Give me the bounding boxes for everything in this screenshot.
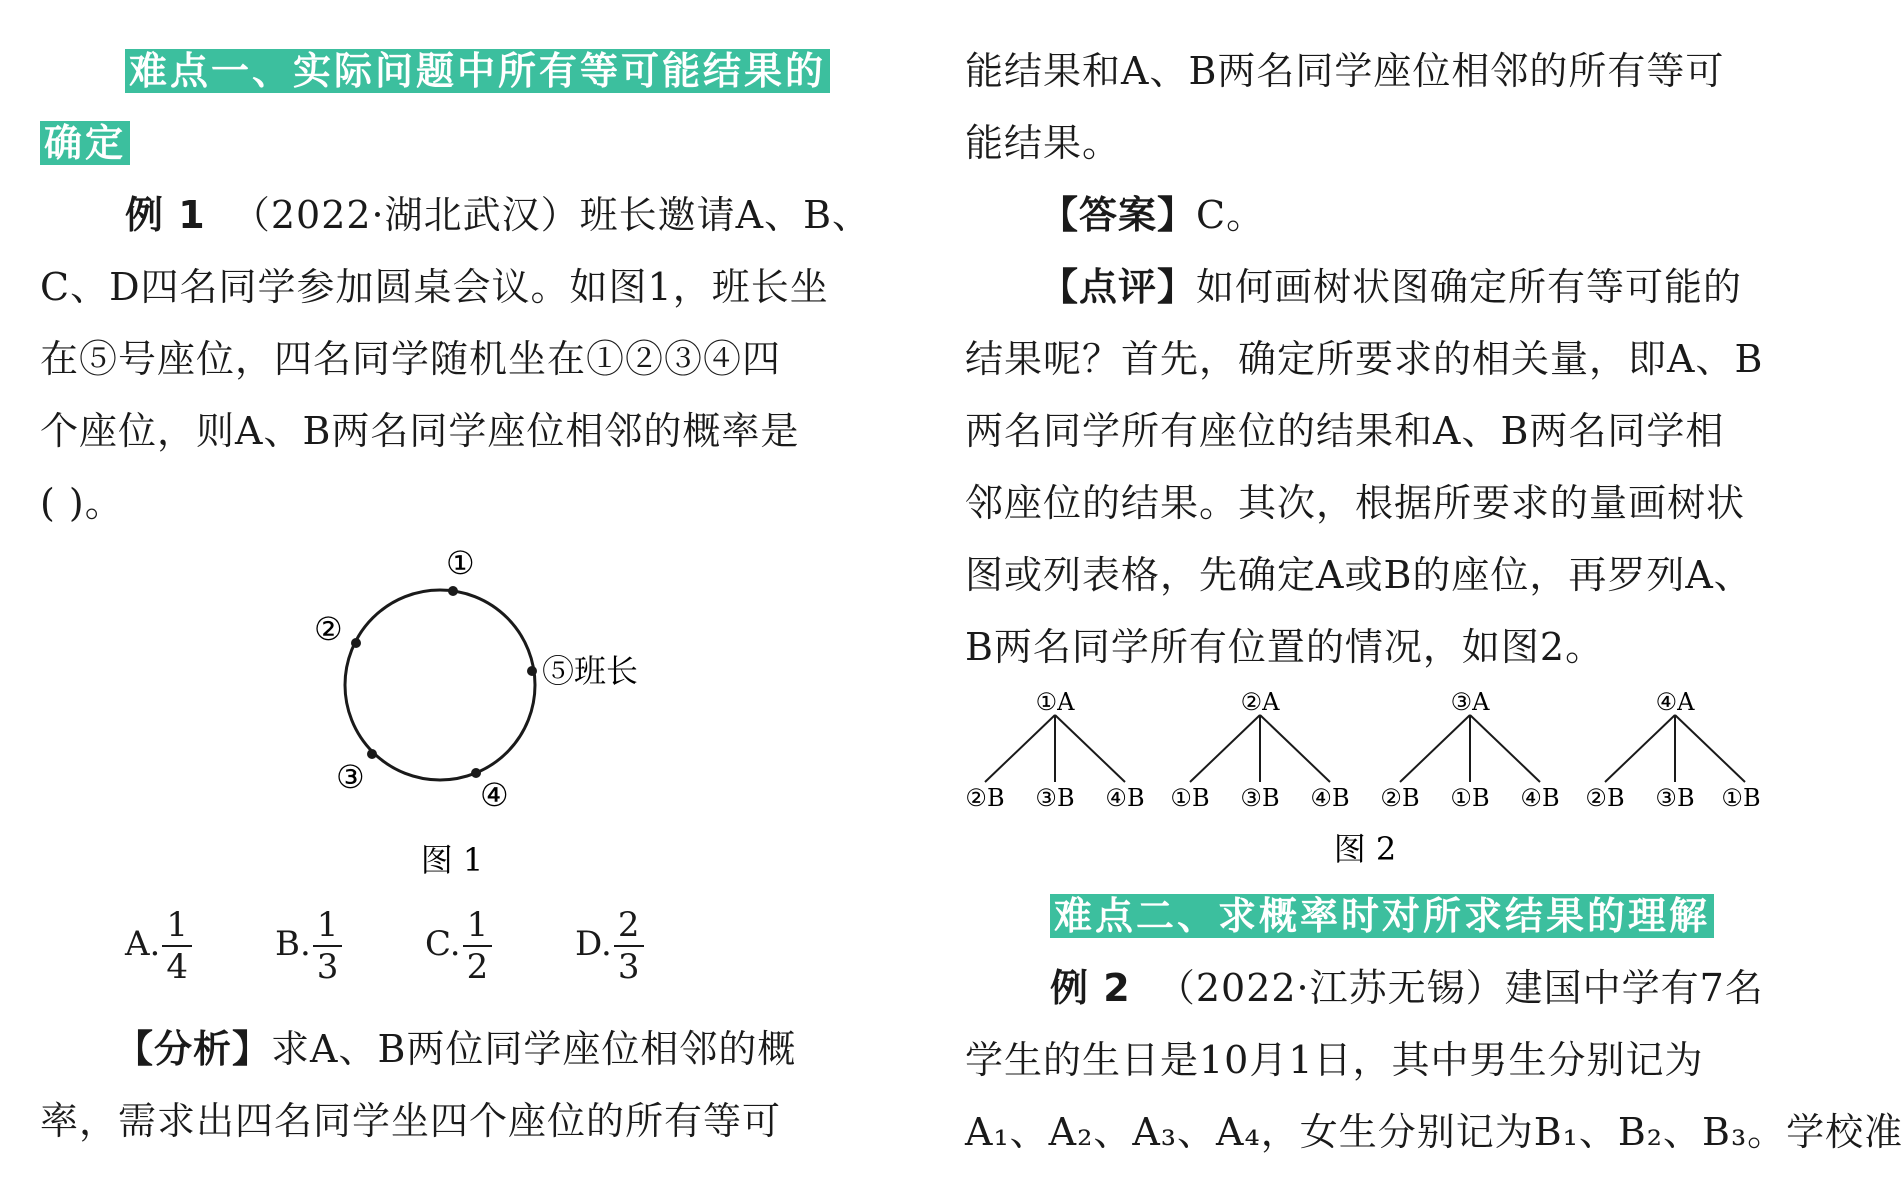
seat-5-label: ⑤班长 — [542, 652, 639, 690]
tree-3-leaf-2: ①B — [1450, 784, 1490, 812]
seat-1-label: ① — [446, 544, 475, 582]
seat-5-dot — [527, 666, 537, 676]
seat-2-dot — [351, 638, 361, 648]
example-label: 例 1 — [125, 193, 206, 237]
seat-3-label: ③ — [336, 758, 365, 796]
example-2-line-3: A₁、A₂、A₃、A₄，女生分别记为B₁、B₂、B₃。学校准 — [965, 1110, 1903, 1154]
tree-4 — [1585, 688, 1760, 812]
option-a: A. $\frac{1}{4}$ — [125, 905, 192, 987]
tree-3 — [1380, 688, 1559, 812]
example-1-line-3: 在⑤号座位，四名同学随机坐在①②③④四 — [40, 337, 782, 381]
figure-1-round-table — [280, 540, 680, 880]
tree-4-leaf-1: ②B — [1585, 784, 1625, 812]
analysis-label: 【分析】 — [115, 1027, 272, 1071]
option-c: C. $\frac{1}{2}$ — [425, 905, 492, 987]
option-d: D. $\frac{2}{3}$ — [575, 905, 644, 987]
example-2-line-1: 例 2 （2022·江苏无锡）建国中学有7名 — [1050, 966, 1764, 1010]
seat-4-label: ④ — [480, 776, 509, 814]
example-1-line-4: 个座位，则A、B两名同学座位相邻的概率是 — [40, 409, 800, 453]
figure-1-caption: 图 1 — [420, 841, 484, 879]
section-heading-1-cont: 确定 — [40, 107, 130, 179]
option-b: B. $\frac{1}{3}$ — [275, 905, 342, 987]
section-heading-2: 难点二、求概率时对所求结果的理解 — [1050, 880, 1714, 952]
example-1-line-1: 例 1 （2022·湖北武汉）班长邀请A、B、 — [125, 193, 871, 237]
seat-2-label: ② — [314, 610, 343, 648]
tree-2-leaf-2: ③B — [1240, 784, 1280, 812]
comment-line-5: 图或列表格，先确定A或B的座位，再罗列A、 — [965, 553, 1753, 597]
tree-1-leaf-2: ③B — [1035, 784, 1075, 812]
figure-2-caption: 图 2 — [1333, 830, 1397, 868]
tree-1 — [965, 688, 1144, 812]
tree-1-leaf-1: ②B — [965, 784, 1005, 812]
seat-3-dot — [367, 749, 377, 759]
tree-4-leaf-2: ③B — [1655, 784, 1695, 812]
continued-line-2: 能结果。 — [965, 121, 1122, 165]
example-1-line-2: C、D四名同学参加圆桌会议。如图1，班长坐 — [40, 265, 829, 309]
tree-2-leaf-3: ④B — [1310, 784, 1350, 812]
section-heading-1: 难点一、实际问题中所有等可能结果的 — [125, 35, 830, 107]
tree-2 — [1170, 688, 1349, 812]
comment-line-1: 【点评】如何画树状图确定所有等可能的 — [1040, 265, 1743, 309]
tree-3-leaf-3: ④B — [1520, 784, 1560, 812]
tree-4-root: ④A — [1655, 688, 1695, 716]
answer-label: 【答案】 — [1040, 193, 1197, 237]
example-1-line-5: ( )。 — [40, 481, 124, 525]
tree-1-leaf-3: ④B — [1105, 784, 1145, 812]
comment-label: 【点评】 — [1040, 265, 1197, 309]
tree-2-root: ②A — [1240, 688, 1280, 716]
example-2-label: 例 2 — [1050, 966, 1131, 1010]
figure-2-tree-diagrams — [965, 680, 1765, 880]
analysis-line-1: 【分析】求A、B两位同学座位相邻的概 — [115, 1027, 797, 1071]
tree-3-leaf-1: ②B — [1380, 784, 1420, 812]
comment-line-4: 邻座位的结果。其次，根据所要求的量画树状 — [965, 481, 1746, 525]
example-2-line-2: 学生的生日是10月1日，其中男生分别记为 — [965, 1038, 1704, 1082]
tree-2-leaf-1: ①B — [1170, 784, 1210, 812]
answer-line: 【答案】C。 — [1040, 193, 1266, 237]
tree-3-root: ③A — [1450, 688, 1490, 716]
continued-line-1: 能结果和A、B两名同学座位相邻的所有等可 — [965, 49, 1725, 93]
analysis-line-2: 率，需求出四名同学坐四个座位的所有等可 — [40, 1099, 782, 1143]
tree-4-leaf-3: ①B — [1721, 784, 1761, 812]
tree-1-root: ①A — [1035, 688, 1075, 716]
comment-line-6: B两名同学所有位置的情况，如图2。 — [965, 625, 1605, 669]
comment-line-3: 两名同学所有座位的结果和A、B两名同学相 — [965, 409, 1725, 453]
comment-line-2: 结果呢？首先，确定所要求的相关量，即A、B — [965, 337, 1764, 381]
seat-1-dot — [448, 586, 458, 596]
